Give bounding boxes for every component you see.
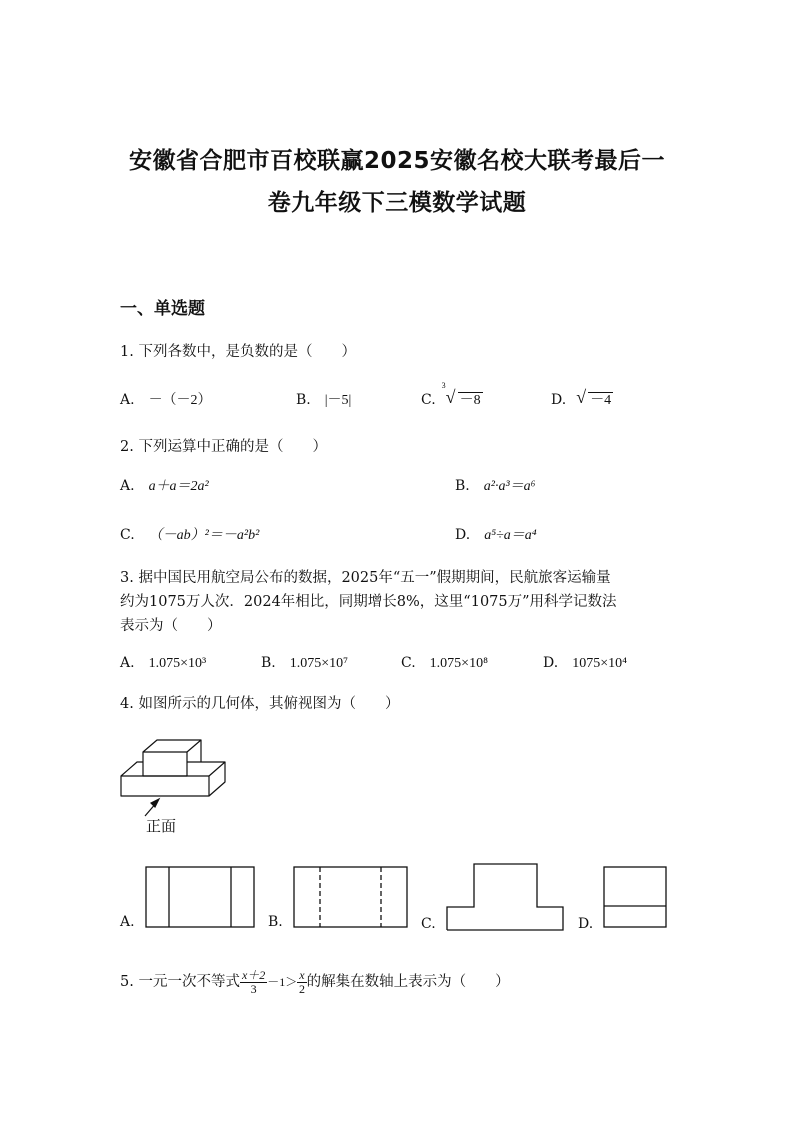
option-expression: （－ab）²＝－a²b²: [148, 528, 260, 543]
option-expression: 1.075×10⁸: [429, 656, 488, 671]
fraction-1-numerator: x＋2: [241, 967, 266, 982]
question-stem-text: 据中国民用航空局公布的数据，2025年“五一”假期期间，民航旅客运输量: [138, 570, 611, 586]
option-3a[interactable]: [120, 655, 206, 672]
option-label: A.: [120, 478, 135, 494]
option-3d[interactable]: [543, 655, 627, 672]
option-label: C.: [401, 655, 416, 671]
option-4b-label[interactable]: B.: [268, 914, 283, 930]
question-number: 2.: [120, 439, 134, 455]
radical-sign-icon: √: [576, 387, 587, 407]
option-label: B.: [261, 655, 276, 671]
question-1: [120, 340, 356, 364]
option-expression: a＋a＝2a²: [148, 479, 209, 494]
base-top-left-edge: [121, 762, 143, 776]
base-right-face: [209, 762, 225, 796]
option-expression: 1075×10⁴: [572, 656, 627, 671]
block-front-face: [143, 752, 187, 776]
square-root-expression: [576, 387, 613, 409]
fraction-2-denominator: 2: [298, 981, 305, 996]
document-title-line-2: 卷九年级下三模数学试题: [267, 190, 527, 216]
radical-sign-icon: √: [445, 387, 456, 407]
question-stem-after: 的解集在数轴上表示为（ ）: [306, 974, 510, 990]
question-stem: 下列各数中，是负数的是（ ）: [138, 344, 356, 360]
option-label: D.: [551, 392, 567, 408]
section-heading: 一、单选题: [120, 299, 205, 319]
option-4c-label[interactable]: C.: [421, 916, 436, 932]
block-top-face: [143, 740, 201, 752]
option-2a[interactable]: [120, 475, 209, 495]
option-label: B.: [455, 478, 470, 494]
base-top-right-edge: [187, 762, 225, 776]
option-4d-figure[interactable]: [603, 866, 667, 928]
document-title-line-1: 安徽省合肥市百校联赢2025安徽名校大联考最后一: [128, 148, 665, 174]
option-expression: －（－2）: [148, 393, 212, 408]
option-1d[interactable]: [551, 389, 613, 409]
question-3: [120, 566, 617, 638]
cube-root-expression: [441, 381, 483, 409]
question-stem-line: 约为1075万人次．2024年相比，同期增长8%，这里“1075万”用科学记数法: [120, 594, 617, 610]
option-label: B.: [296, 392, 311, 408]
fraction-1-denominator: 3: [250, 981, 257, 996]
option-2c[interactable]: [120, 524, 259, 544]
option-1b[interactable]: [296, 389, 351, 409]
option-label: C.: [421, 392, 436, 408]
question-stem: 如图所示的几何体，其俯视图为（ ）: [138, 696, 400, 712]
question-stem-line: 表示为（ ）: [120, 618, 222, 634]
option-2d[interactable]: [455, 524, 537, 544]
option-3c[interactable]: [401, 655, 488, 672]
question-number: 5.: [120, 974, 134, 990]
option-3b[interactable]: [261, 655, 348, 672]
option-expression: a²·a³＝a⁶: [483, 479, 536, 494]
option-label: D.: [455, 527, 471, 543]
option-expression: |－5|: [324, 393, 352, 408]
question-stem: 下列运算中正确的是（ ）: [138, 439, 327, 455]
question-stem-line: [120, 566, 617, 590]
option-2b[interactable]: [455, 475, 536, 495]
option-4a-figure[interactable]: [145, 866, 255, 928]
inequality-middle: －1＞: [267, 975, 298, 989]
option-4b-figure[interactable]: [293, 866, 408, 928]
option-label: A.: [120, 392, 135, 408]
option-label: D.: [543, 655, 559, 671]
question-5: [120, 962, 510, 1002]
root-index: 3: [441, 381, 446, 390]
fraction-1: [240, 969, 267, 996]
radicand: －4: [590, 393, 612, 408]
base-front-face: [121, 776, 209, 796]
option-expression: a⁵÷a＝a⁴: [484, 528, 537, 543]
question-number: 3.: [120, 570, 134, 586]
option-label: C.: [120, 527, 135, 543]
option-1a[interactable]: [120, 389, 212, 409]
question-number: 4.: [120, 696, 134, 712]
option-4c-figure[interactable]: [446, 863, 564, 931]
front-arrow-icon: [145, 799, 159, 816]
fraction-2: [297, 969, 306, 996]
option-label: A.: [120, 655, 135, 671]
question-4: [120, 692, 399, 716]
option-4d-label[interactable]: D.: [578, 916, 594, 932]
option-expression: 1.075×10³: [148, 656, 207, 671]
question-2: [120, 435, 327, 459]
fraction-2-numerator: x: [299, 967, 305, 982]
solid-figure: [115, 732, 245, 842]
question-stem-before: 一元一次不等式: [138, 974, 240, 990]
question-number: 1.: [120, 344, 134, 360]
option-expression: 1.075×10⁷: [289, 656, 349, 671]
option-1c[interactable]: [421, 381, 483, 409]
option-4a-label[interactable]: A.: [120, 914, 135, 930]
front-view-label: 正面: [146, 817, 177, 835]
radicand: －8: [459, 393, 481, 408]
